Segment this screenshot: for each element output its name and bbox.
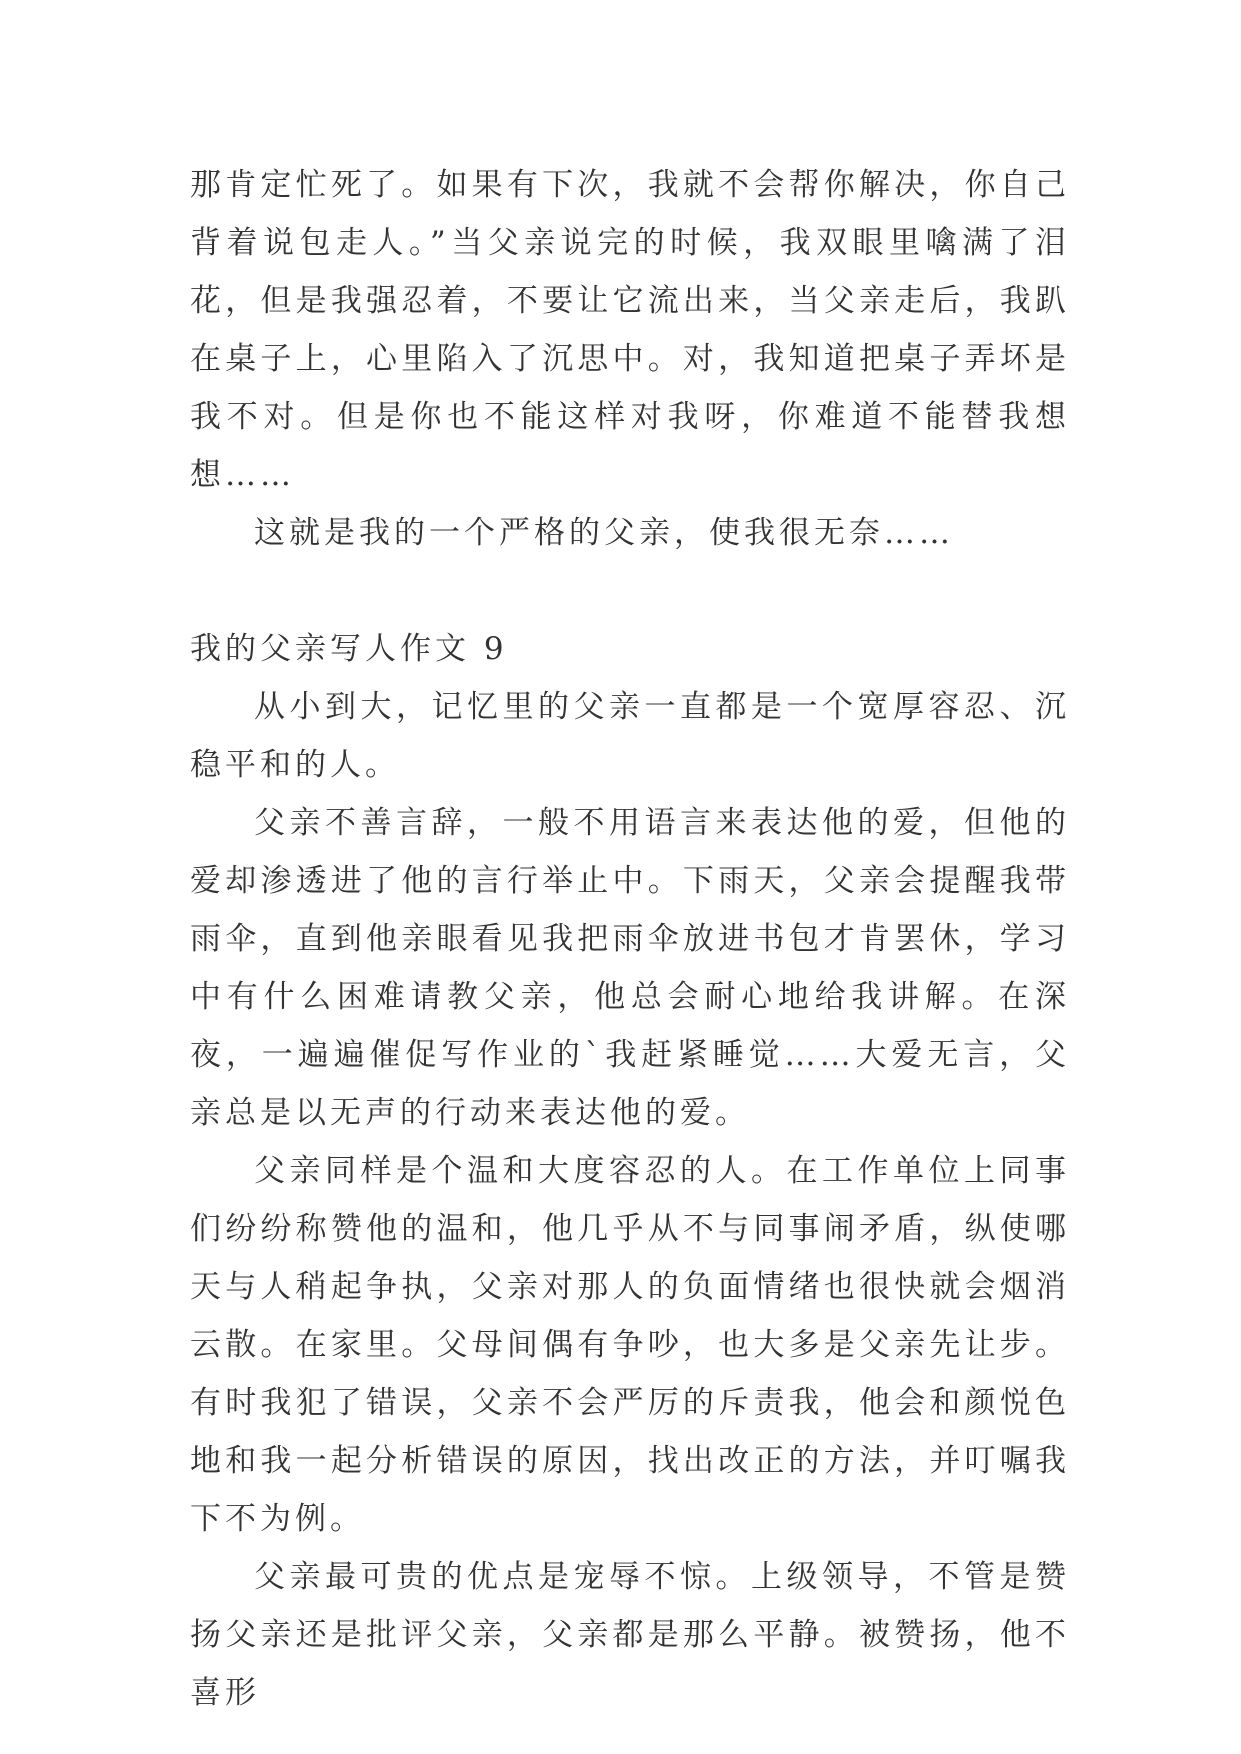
paragraph-composure: 父亲最可贵的优点是宠辱不惊。上级领导，不管是赞扬父亲还是批评父亲，父亲都是那么平静。被赞扬，他不喜形 [190, 1559, 1070, 1711]
paragraph-intro: 从小到大，记忆里的父亲一直都是一个宽厚容忍、沉稳平和的人。 [190, 689, 1070, 783]
section-title: 我的父亲写人作文 9 [190, 631, 508, 667]
paragraph-conclusion: 这就是我的一个严格的父亲，使我很无奈…… [254, 515, 954, 551]
section-gap [190, 562, 1070, 620]
paragraph-love: 父亲不善言辞，一般不用语言来表达他的爱，但他的爱却渗透进了他的言行举止中。下雨天，父亲会提醒我带雨伞，直到他亲眼看见我把雨伞放进书包才肯罢休，学习中有什么困难请教父亲，他总会耐心地给我讲解。在深夜，一遍遍催促写作业的`我赶紧睡觉……大爱无言，父亲总是以无声的行动来表达他的爱。 [190, 805, 1070, 1131]
paragraph-continued: 那肯定忙死了。如果有下次，我就不会帮你解决，你自己背着说包走人。”当父亲说完的时候，我双眼里噙满了泪花，但是我强忍着，不要让它流出来，当父亲走后，我趴在桌子上，心里陷入了沉思中。对，我知道把桌子弄坏是我不对。但是你也不能这样对我呀，你难道不能替我想想…… [190, 167, 1070, 493]
paragraph-tolerance: 父亲同样是个温和大度容忍的人。在工作单位上同事们纷纷称赞他的温和，他几乎从不与同事闹矛盾，纵使哪天与人稍起争执，父亲对那人的负面情绪也很快就会烟消云散。在家里。父母间偶有争吵，也大多是父亲先让步。有时我犯了错误，父亲不会严厉的斥责我，他会和颜悦色地和我一起分析错误的原因，找出改正的方法，并叮嘱我下不为例。 [190, 1153, 1070, 1537]
document-body [190, 156, 1070, 1722]
